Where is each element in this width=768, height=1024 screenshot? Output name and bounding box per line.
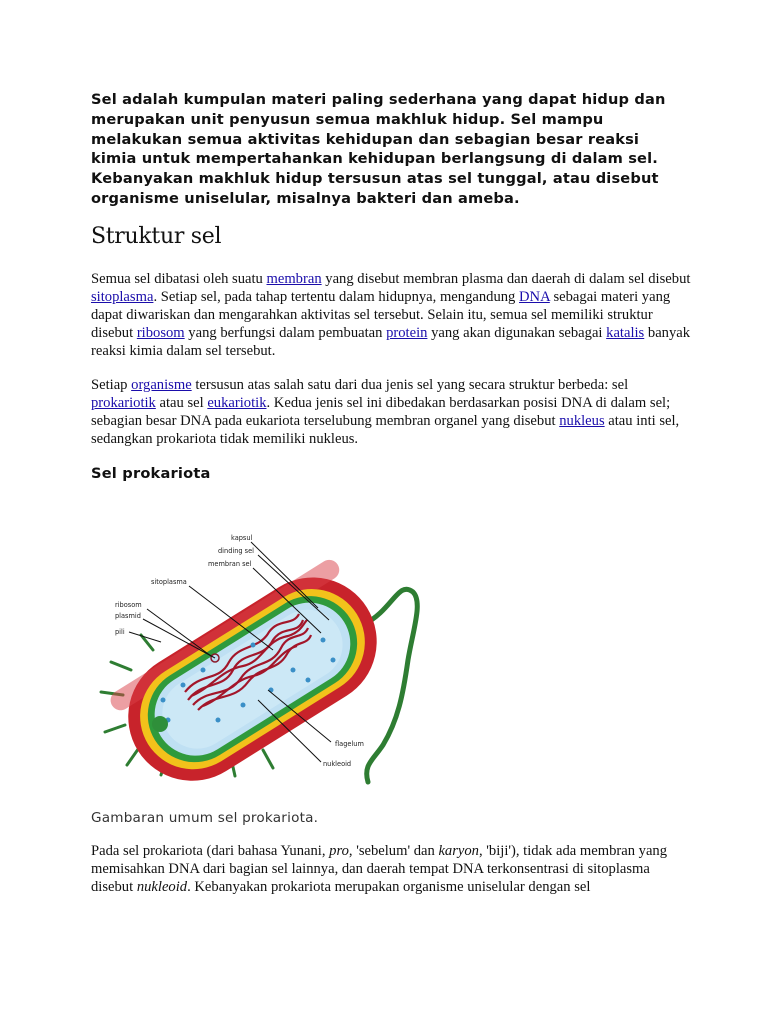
prokaryote-cell-figure <box>93 520 433 792</box>
label-sitoplasma: sitoplasma <box>151 578 187 586</box>
paragraph-prokaryote: Pada sel prokariota (dari bahasa Yunani, pro, 'sebelum' dan karyon, 'biji'), tidak ada membran yang memisahkan DNA dari bagian sel lainnya, dan daerah tempat DNA terkonsentrasi di sitoplasma disebut nukleoid. Kebanyakan prokariota merupakan organisme uniselular dengan sel <box>91 843 668 896</box>
label-plasmid: plasmid <box>115 612 141 620</box>
label-ribosom: ribosom <box>115 601 142 609</box>
figure-caption: Gambaran umum sel prokariota. <box>91 810 319 826</box>
link-eukariotik[interactable]: eukariotik <box>207 395 267 412</box>
label-flagelum: flagelum <box>335 740 364 748</box>
label-pili: pili <box>115 628 125 636</box>
link-katalis[interactable]: katalis <box>606 325 645 342</box>
section-title: Struktur sel <box>91 224 222 249</box>
link-ribosom[interactable]: ribosom <box>136 325 185 342</box>
link-sitoplasma[interactable]: sitoplasma <box>91 289 154 306</box>
label-kapsul: kapsul <box>231 534 253 542</box>
label-membran-sel: membran sel <box>208 560 252 568</box>
link-nukleus[interactable]: nukleus <box>559 413 605 430</box>
intro-paragraph: Sel adalah kumpulan materi paling sederhana yang dapat hidup dan merupakan unit penyusun semua makhluk hidup. Sel mampu melakukan semua aktivitas kehidupan dan sebagian besar reaksi kimia untuk mempertahankan kehidupan berlangsung di dalam sel. Kebanyakan makhluk hidup tersusun atas sel tunggal, atau disebut organisme uniselular, misalnya bakteri dan ameba. <box>91 91 666 207</box>
link-protein[interactable]: protein <box>386 325 428 342</box>
label-dinding-sel: dinding sel <box>218 547 254 555</box>
paragraph-cell-types: Setiap organisme tersusun atas salah satu dari dua jenis sel yang secara struktur berbeda: sel prokariotik atau sel eukariotik. Kedua jenis sel ini dibedakan berdasarkan posisi DNA di dalam sel; sebagian besar DNA pada eukariota terselubung membran organel yang disebut nukleus atau inti sel, sedangkan prokariota tidak memiliki nukleus. <box>91 377 680 448</box>
label-nukleoid: nukleoid <box>323 760 352 768</box>
link-prokariotik[interactable]: prokariotik <box>91 395 156 412</box>
link-dna[interactable]: DNA <box>519 289 550 306</box>
link-membran[interactable]: membran <box>266 271 322 287</box>
subsection-title: Sel prokariota <box>91 465 211 482</box>
link-organisme[interactable]: organisme <box>131 377 192 393</box>
paragraph-structure: Semua sel dibatasi oleh suatu membran yang disebut membran plasma dan daerah di dalam sel disebut sitoplasma. Setiap sel, pada tahap tertentu dalam hidupnya, mengandung DNA sebagai materi yang dapat diwariskan dan mengarahkan aktivitas sel tersebut. Selain itu, semua sel memiliki struktur disebut ribosom yang berfungsi dalam pembuatan protein yang akan digunakan sebagai katalis banyak reaksi kimia dalam sel tersebut. <box>91 271 691 360</box>
